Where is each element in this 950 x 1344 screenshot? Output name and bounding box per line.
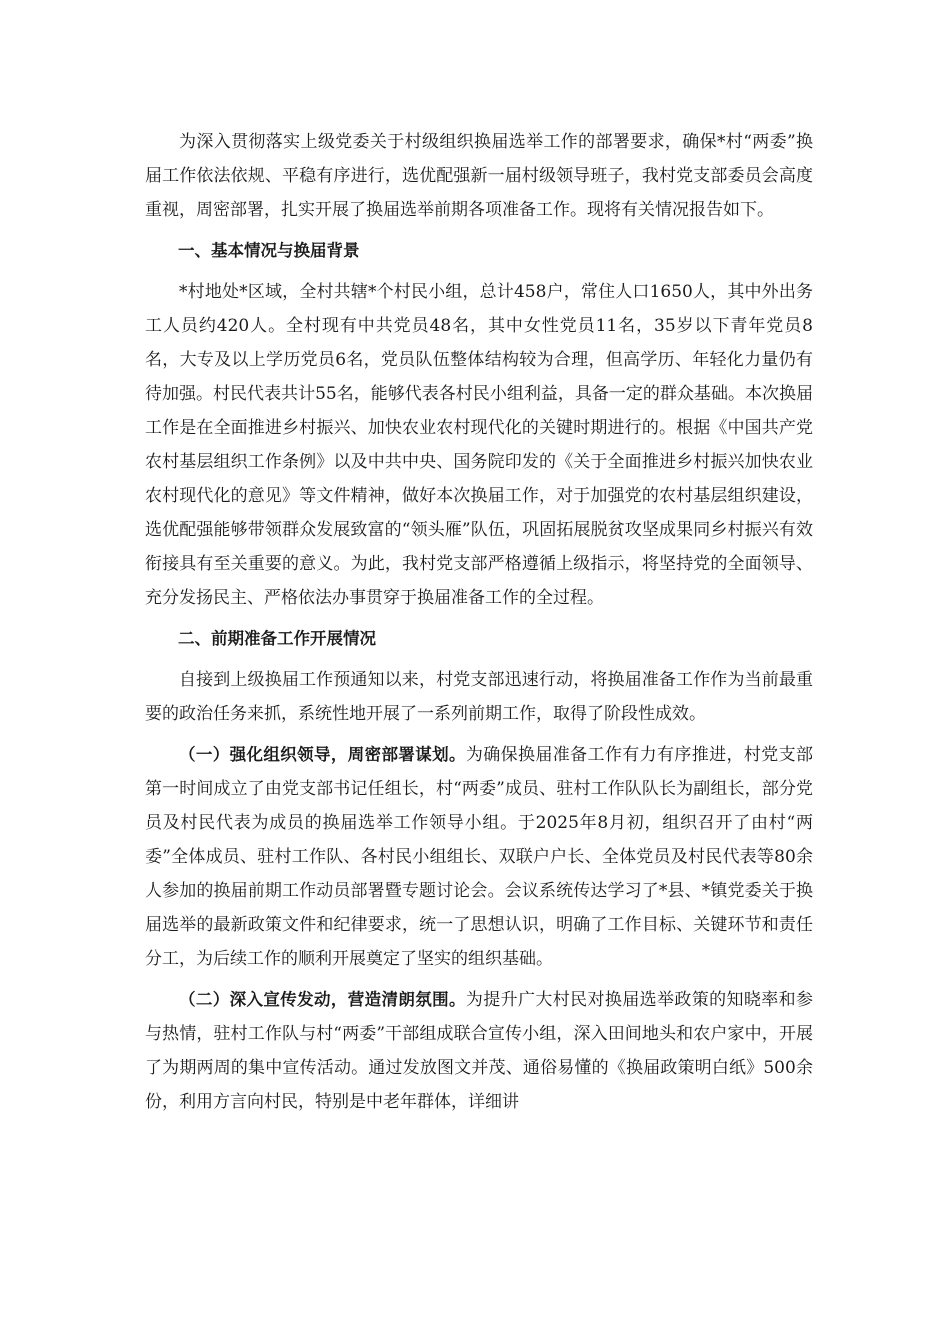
item-2-body: 为提升广大村民对换届选举政策的知晓率和参与热情，驻村工作队与村“两委”干部组成联合宣传小组，深入田间地头和农户家中，开展了为期两周的集中宣传活动。通过发放图文并茂、通俗易懂的《换届政策明白纸》500余份，利用方言向村民，特别是中老年群体，详细讲 <box>145 990 813 1112</box>
document-body <box>145 125 813 1126</box>
section-2-heading: 二、前期准备工作开展情况 <box>178 629 376 648</box>
item-2-paragraph <box>145 983 813 1119</box>
item-1-body: 为确保换届准备工作有力有序推进，村党支部第一时间成立了由党支部书记任组长，村“两委”成员、驻村工作队队长为副组长，部分党员及村民代表为成员的换届选举工作领导小组。于2025年8月初，组织召开了由村“两委”全体成员、驻村工作队、各村民小组组长、双联户户长、全体党员及村民代表等80余人参加的换届前期工作动员部署暨专题讨论会。会议系统传达学习了*县、*镇党委关于换届选举的最新政策文件和纪律要求，统一了思想认识，明确了工作目标、关键环节和责任分工，为后续工作的顺利开展奠定了坚实的组织基础。 <box>145 745 813 969</box>
intro-paragraph: 为深入贯彻落实上级党委关于村级组织换届选举工作的部署要求，确保*村“两委”换届工作依法依规、平稳有序进行，选优配强新一届村级领导班子，我村党支部委员会高度重视，周密部署，扎实开展了换届选举前期各项准备工作。现将有关情况报告如下。 <box>145 132 813 220</box>
item-1-paragraph <box>145 738 813 976</box>
item-2-lead: （二）深入宣传发动，营造清朗氛围。 <box>179 990 466 1009</box>
item-1-lead: （一）强化组织领导，周密部署谋划。 <box>179 745 466 764</box>
section-1-heading: 一、基本情况与换届背景 <box>178 241 360 260</box>
section-1-paragraph: *村地处*区域，全村共辖*个村民小组，总计458户，常住人口1650人，其中外出务工人员约420人。全村现有中共党员48名，其中女性党员11名，35岁以下青年党员8名，大专及以上学历党员6名，党员队伍整体结构较为合理，但高学历、年轻化力量仍有待加强。村民代表共计55名，能够代表各村民小组利益，具备一定的群众基础。本次换届工作是在全面推进乡村振兴、加快农业农村现代化的关键时期进行的。根据《中国共产党农村基层组织工作条例》以及中共中央、国务院印发的《关于全面推进乡村振兴加快农业农村现代化的意见》等文件精神，做好本次换届工作，对于加强党的农村基层组织建设，选优配强能够带领群众发展致富的“领头雁”队伍，巩固拓展脱贫攻坚成果同乡村振兴有效衔接具有至关重要的意义。为此，我村党支部严格遵循上级指示，将坚持党的全面领导、充分发扬民主、严格依法办事贯穿于换届准备工作的全过程。 <box>145 282 813 608</box>
section-2-intro-paragraph: 自接到上级换届工作预通知以来，村党支部迅速行动，将换届准备工作作为当前最重要的政治任务来抓，系统性地开展了一系列前期工作，取得了阶段性成效。 <box>145 670 813 724</box>
